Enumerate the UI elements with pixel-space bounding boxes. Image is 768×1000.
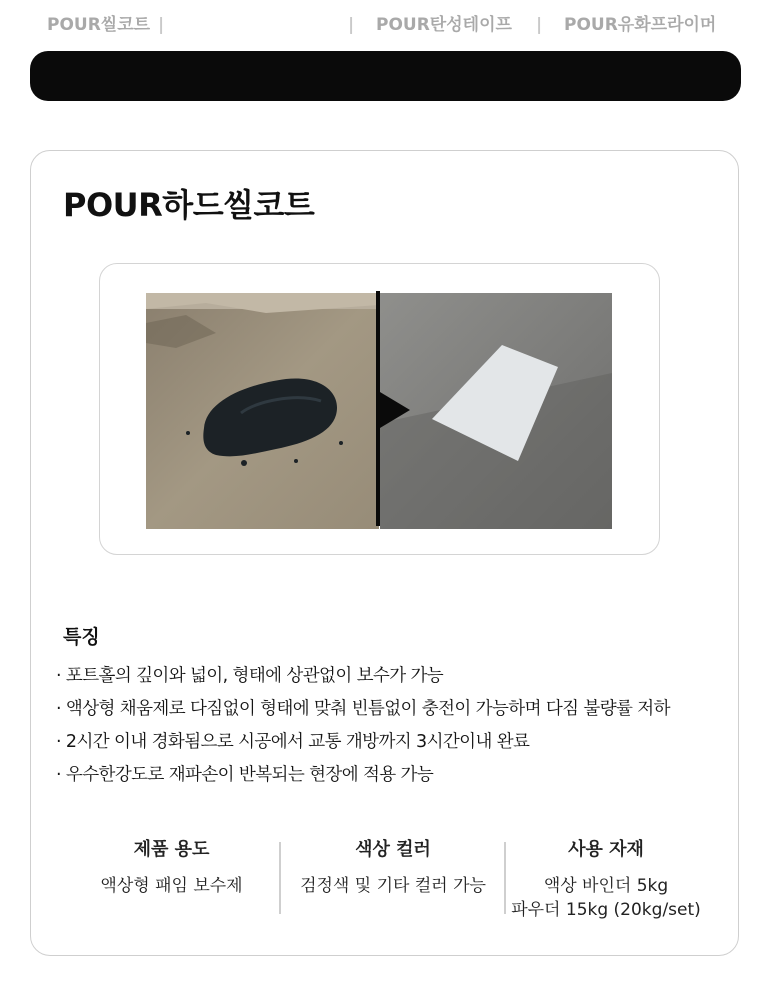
tab-separator: | [348,15,355,35]
product-tab-bar [30,51,741,101]
features-list [56,660,670,792]
before-photo [146,293,379,529]
spec-color [282,832,504,898]
tab-separator: | [158,15,165,35]
feature-item: · 우수한강도로 재파손이 반복되는 현장에 적용 가능 [56,765,434,785]
spec-value [282,874,504,898]
spec-label: 색상 컬러 [355,839,431,860]
tab-pour-elastic-tape[interactable]: POUR탄성테이프 [376,15,512,35]
spec-value-line: 액상형 패임 보수제 [100,876,243,896]
spec-divider [279,842,281,914]
feature-item: · 포트홀의 깊이와 넓이, 형태에 상관없이 보수가 가능 [56,666,444,686]
spec-label: 사용 자재 [568,839,644,860]
tab-pour-seal-coat[interactable]: POUR씰코트 [47,15,151,35]
spec-value-line: 파우더 15kg (20kg/set) [511,900,701,920]
spec-materials [506,832,706,922]
feature-item: · 2시간 이내 경화됨으로 시공에서 교통 개방까지 3시간이내 완료 [56,732,530,752]
spec-value [506,874,706,922]
after-photo [380,293,612,529]
features-heading: 특징 [63,626,100,648]
spec-label: 제품 용도 [133,839,210,860]
spec-value [63,874,280,898]
feature-item: · 액상형 채움제로 다짐없이 형태에 맞춰 빈틈없이 충전이 가능하며 다짐 불량률 저하 [56,699,670,719]
tab-pour-emulsion-primer[interactable]: POUR유화프라이머 [564,15,717,35]
spec-value-line: 검정색 및 기타 컬러 가능 [300,876,486,896]
spec-value-line: 액상 바인더 5kg [543,876,669,896]
product-title: POUR하드씰코트 [63,186,315,224]
spec-usage [63,832,280,898]
tab-separator: | [536,15,543,35]
tab-pour-hard-seal-coat[interactable]: POUR하드씰코트 [187,15,323,35]
arrow-right-icon [380,392,410,428]
